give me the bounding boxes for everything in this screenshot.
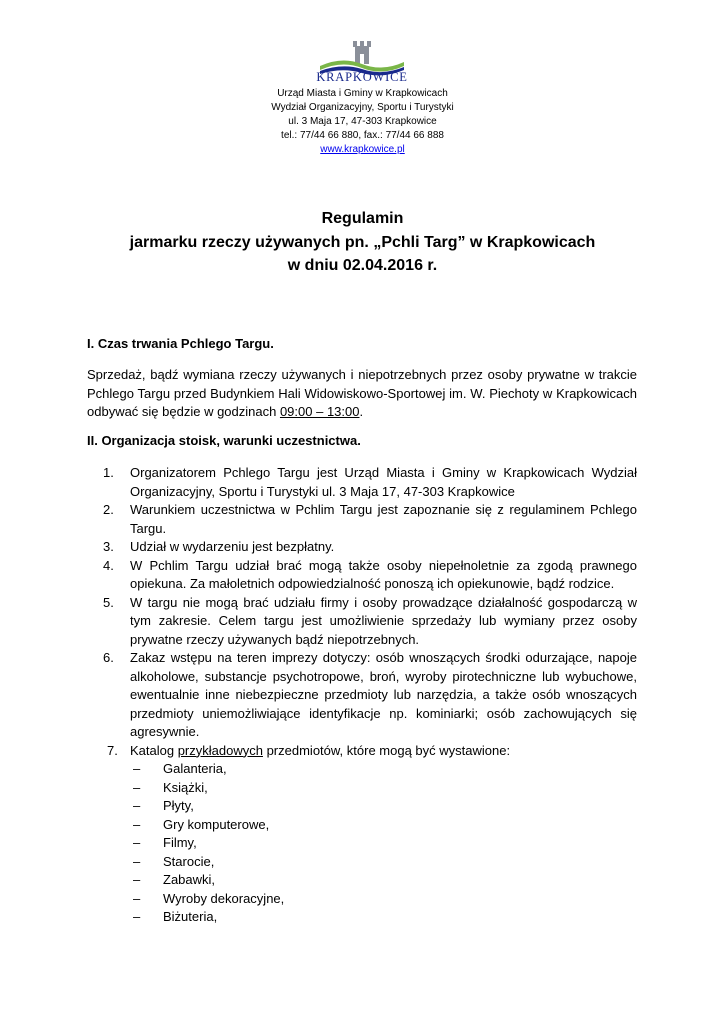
rule-7-text (130, 743, 510, 758)
org-name: Urząd Miasta i Gminy w Krapkowicach (277, 88, 448, 99)
rule-text: W Pchlim Targu udział brać mogą także osoby niepełnoletnie za zgodą prawnego opiekuna. Za małoletnich odpowiedzialność ponoszą ich opiekunowie, bądź rodzice. (130, 557, 637, 591)
rule-item (87, 464, 637, 501)
rule-item (87, 538, 637, 557)
rule-text: Organizatorem Pchlego Targu jest Urząd Miasta i Gminy w Krapkowicach Wydział Organizacyjny, Sportu i Turystyki ul. 3 Maja 17, 47-303 Krapkowice (130, 465, 637, 499)
catalog-item-label: Gry komputerowe, (163, 816, 270, 832)
section-2-heading: II. Organizacja stoisk, warunki uczestnictwa. (87, 433, 361, 448)
phone-fax: tel.: 77/44 66 880, fax.: 77/44 66 888 (281, 130, 444, 141)
section-1-text: Sprzedaż, bądź wymiana rzeczy używanych i niepotrzebnych przez osoby prywatne w trakcie Pchlego Targu przed Budynkiem Hali Widowiskowo-Sportowej im. W. Piechoty w Krapkowicach odbywać się będzie w godzinach (87, 367, 637, 419)
rule-number: 4. (103, 557, 114, 573)
rule-item (87, 594, 637, 650)
dash-bullet: – (133, 890, 141, 906)
address: ul. 3 Maja 17, 47-303 Krapkowice (288, 116, 437, 127)
catalog-item (130, 834, 637, 853)
catalog-item-label: Płyty, (163, 798, 194, 813)
rules-list (87, 464, 637, 927)
catalog-item (130, 908, 637, 927)
catalog-item-label: Wyroby dekoracyjne, (163, 890, 285, 906)
dash-bullet: – (133, 761, 141, 776)
rule-7-after: przedmiotów, które mogą być wystawione: (262, 742, 511, 758)
rule-7-before: Katalog (130, 742, 178, 758)
catalog-item (130, 853, 637, 872)
rule-item (87, 649, 637, 742)
rule-number: 5. (103, 594, 114, 610)
catalog-item (130, 890, 637, 909)
title-line-1: Regulamin (321, 210, 404, 227)
catalog-item (130, 816, 637, 835)
website-link[interactable]: www.krapkowice.pl (320, 144, 405, 155)
rule-text: Warunkiem uczestnictwa w Pchlim Targu jest zapoznanie się z regulaminem Pchlego Targu. (130, 502, 637, 536)
title-line-3: w dniu 02.04.2016 r. (287, 257, 438, 274)
header-contact-block (0, 87, 725, 157)
catalog-item-label: Książki, (163, 779, 208, 795)
catalog-item-label: Biżuteria, (163, 909, 218, 924)
rule-text: Udział w wydarzeniu jest bezpłatny. (130, 539, 335, 554)
rule-number: 1. (103, 465, 114, 480)
rule-number: 2. (103, 502, 114, 517)
rule-number: 3. (103, 539, 114, 554)
dash-bullet: – (133, 779, 141, 795)
catalog-item (130, 871, 637, 890)
rule-item (87, 557, 637, 594)
catalog-item-label: Galanteria, (163, 761, 227, 776)
dash-bullet: – (133, 798, 141, 813)
rule-number: 6. (103, 650, 114, 665)
department-name: Wydział Organizacyjny, Sportu i Turystyki (271, 102, 454, 113)
dash-bullet: – (133, 872, 141, 887)
rule-7-underlined: przykładowych (177, 742, 263, 758)
dash-bullet: – (133, 816, 141, 832)
dash-bullet: – (133, 909, 141, 924)
rule-text: W targu nie mogą brać udziału firmy i osoby prowadzące działalność gospodarczą w tym zakresie. Celem targu jest umożliwienie sprzedaży lub wymiany przez osoby prywatne rzeczy używanych bądź niepotrzebnych. (130, 594, 637, 647)
catalog-item-label: Starocie, (163, 853, 215, 869)
catalog-item (130, 779, 637, 798)
section-1-heading: I. Czas trwania Pchlego Targu. (87, 336, 274, 351)
catalog-list (130, 760, 637, 927)
document-title (0, 207, 725, 278)
section-1-text-end: . (359, 404, 364, 419)
rule-item (87, 501, 637, 538)
catalog-item (130, 797, 637, 816)
dash-bullet: – (133, 835, 141, 850)
title-line-2: jarmarku rzeczy używanych pn. „Pchli Targ” w Krapkowicach (129, 233, 596, 251)
rule-item (87, 742, 637, 927)
catalog-item (130, 760, 637, 779)
rule-number: 7. (107, 742, 118, 758)
rule-text: Zakaz wstępu na teren imprezy dotyczy: osób wnoszących środki odurzające, napoje alkoholowe, substancje psychotropowe, broń, wyroby pirotechniczne lub wybuchowe, ewentualnie inne niebezpieczne przedmioty lub narzędzia, a także osób wnoszących przedmioty uniemożliwiające identyfikacje np. kominiarki; osób zachowujących się agresywnie. (130, 650, 637, 739)
catalog-item-label: Zabawki, (163, 872, 216, 887)
logo-text: KRAPKOWICE (316, 70, 408, 84)
catalog-item-label: Filmy, (163, 835, 197, 850)
dash-bullet: – (133, 853, 141, 869)
section-1-paragraph (87, 366, 637, 422)
section-1-hours: 09:00 – 13:00 (279, 404, 360, 419)
